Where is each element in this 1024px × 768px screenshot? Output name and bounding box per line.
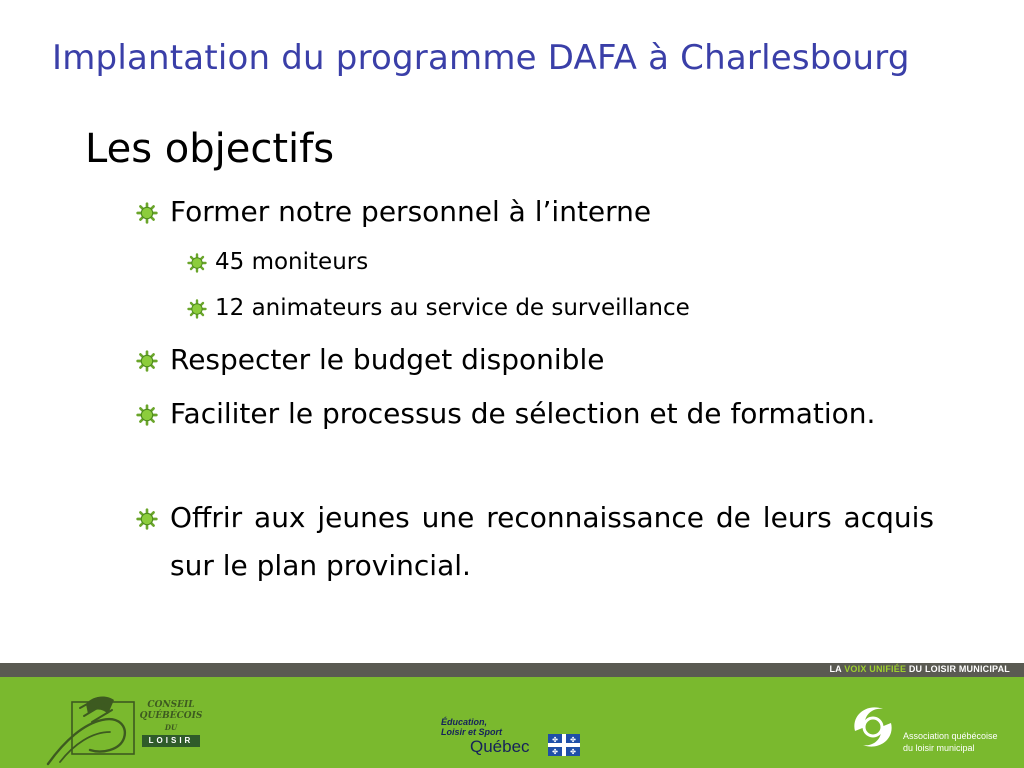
cql-wordmark (138, 700, 204, 747)
bullet-text: Former notre personnel à l’interne (170, 195, 652, 228)
bullet-text: Respecter le budget disponible (170, 343, 605, 376)
bullet-item (170, 390, 934, 438)
svg-text:✤: ✤ (552, 748, 558, 756)
green-gear-icon (136, 350, 158, 372)
aqlm-swirl-icon (843, 697, 903, 757)
slide-title: Implantation du programme DAFA à Charlesbourg (52, 38, 910, 78)
education-line2: Loisir et Sport (441, 727, 503, 737)
tagline-suffix: DU LOISIR MUNICIPAL (908, 664, 1010, 674)
cql-line-conseil: CONSEIL (147, 700, 195, 710)
bullet-item (170, 336, 934, 384)
green-gear-icon (136, 404, 158, 426)
education-ministry-text (441, 717, 502, 737)
bullet-item (170, 188, 934, 236)
footer-tagline (829, 664, 1010, 674)
bullet-text: Faciliter le processus de sélection et de formation. (170, 397, 876, 430)
aqlm-line2: du loisir municipal (903, 743, 975, 753)
svg-text:✤: ✤ (552, 736, 558, 744)
tagline-accent: VOIX UNIFIÉE (844, 664, 907, 674)
education-line1: Éducation, (441, 717, 488, 727)
bullet-text: Offrir aux jeunes une reconnaissance de leurs acquis sur le plan provincial. (170, 501, 934, 582)
svg-text:✤: ✤ (570, 736, 576, 744)
quebec-flag-icon (548, 734, 580, 756)
tagline-prefix: LA (829, 664, 842, 674)
bullet-item (215, 293, 935, 323)
quebec-wordmark: Québec (470, 737, 530, 756)
svg-text:✤: ✤ (570, 748, 576, 756)
bullet-text: 45 moniteurs (215, 249, 369, 275)
green-gear-icon (187, 253, 207, 273)
bullet-item (170, 494, 934, 590)
green-gear-icon (136, 202, 158, 224)
bullet-text: 12 animateurs au service de surveillance (215, 295, 690, 321)
green-gear-icon (136, 508, 158, 530)
cql-line-du: DU (164, 723, 178, 732)
green-gear-icon (187, 299, 207, 319)
cql-line-loisir: LOISIR (142, 735, 200, 747)
cql-line-quebecois: QUÉBÉCOIS (139, 711, 203, 721)
bullet-item (215, 247, 935, 277)
aqlm-wordmark (903, 730, 998, 754)
section-heading: Les objectifs (85, 126, 335, 172)
aqlm-line1: Association québécoise (903, 731, 998, 741)
